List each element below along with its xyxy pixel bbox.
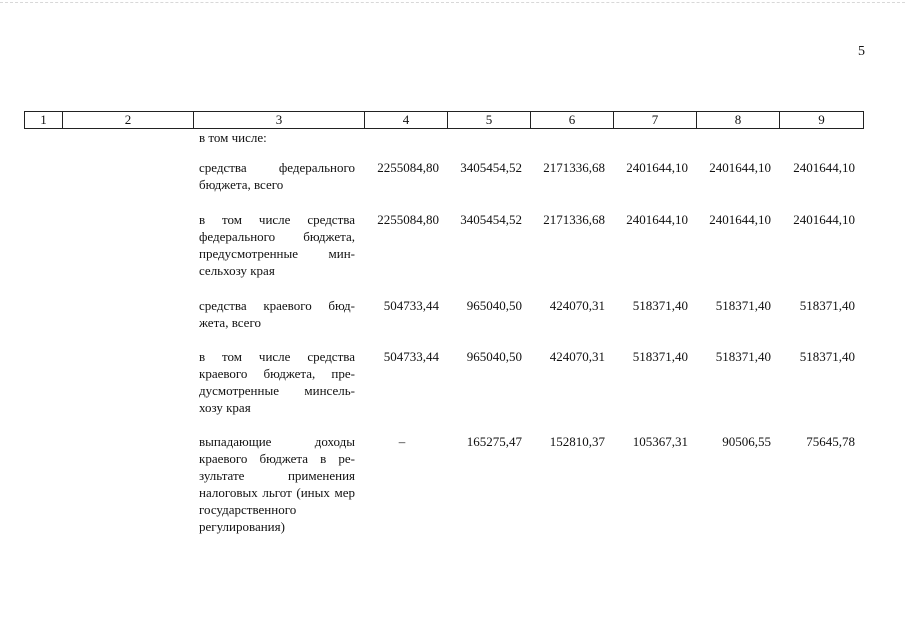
- row-1-value-col6: 2171336,68: [543, 160, 605, 175]
- row-1-value-col7: 2401644,10: [626, 160, 688, 175]
- scan-artifact-line: [0, 2, 905, 3]
- column-number-4: 4: [365, 112, 448, 129]
- row-3-value-col7: 518371,40: [632, 298, 688, 313]
- row-4-value-col9: 518371,40: [799, 349, 855, 364]
- row-2-value-col7: 2401644,10: [626, 212, 688, 227]
- row-1-description: средства федерального бюджета, всего: [199, 160, 355, 192]
- row-3-value-col4: 504733,44: [383, 298, 439, 313]
- column-number-6: 6: [531, 112, 614, 129]
- column-number-9: 9: [780, 112, 864, 129]
- row-5-value-col8: 90506,55: [722, 434, 771, 449]
- row-2-value-col9: 2401644,10: [793, 212, 855, 227]
- column-number-8: 8: [697, 112, 780, 129]
- column-number-5: 5: [448, 112, 531, 129]
- row-5-value-col9: 75645,78: [806, 434, 855, 449]
- row-4-value-col4: 504733,44: [383, 349, 439, 364]
- column-number-2: 2: [63, 112, 194, 129]
- row-2-description: в том числе средства федерального бюджета, предусмотренные мин-сельхозу края: [199, 212, 355, 278]
- row-1-value-col4: 2255084,80: [377, 160, 439, 175]
- column-number-1: 1: [25, 112, 63, 129]
- row-4-value-col7: 518371,40: [632, 349, 688, 364]
- row-5-value-col5: 165275,47: [466, 434, 522, 449]
- subheader-text: в том числе:: [199, 130, 267, 145]
- row-3-value-col6: 424070,31: [549, 298, 605, 313]
- row-3-value-col5: 965040,50: [466, 298, 522, 313]
- row-5-value-col4: –: [398, 434, 406, 449]
- row-2-value-col8: 2401644,10: [709, 212, 771, 227]
- row-5-value-col7: 105367,31: [632, 434, 688, 449]
- row-5-description: выпадающие доходы краевого бюджета в ре-зультате применения налоговых льгот (иных мер государственного регулирования): [199, 434, 355, 534]
- row-3-description: средства краевого бюд-жета, всего: [199, 298, 355, 330]
- column-numbers-header: [24, 111, 864, 129]
- row-3-value-col9: 518371,40: [799, 298, 855, 313]
- column-number-3: 3: [194, 112, 365, 129]
- row-4-value-col8: 518371,40: [715, 349, 771, 364]
- row-5-value-col6: 152810,37: [549, 434, 605, 449]
- column-number-7: 7: [614, 112, 697, 129]
- row-1-value-col5: 3405454,52: [460, 160, 522, 175]
- row-3-value-col8: 518371,40: [715, 298, 771, 313]
- row-4-value-col6: 424070,31: [549, 349, 605, 364]
- row-2-value-col5: 3405454,52: [460, 212, 522, 227]
- row-4-value-col5: 965040,50: [466, 349, 522, 364]
- row-2-value-col6: 2171336,68: [543, 212, 605, 227]
- page-number: 5: [858, 44, 865, 59]
- row-1-value-col9: 2401644,10: [793, 160, 855, 175]
- row-4-description: в том числе средства краевого бюджета, пре-дусмотренные минсель-хозу края: [199, 349, 355, 415]
- row-1-value-col8: 2401644,10: [709, 160, 771, 175]
- row-2-value-col4: 2255084,80: [377, 212, 439, 227]
